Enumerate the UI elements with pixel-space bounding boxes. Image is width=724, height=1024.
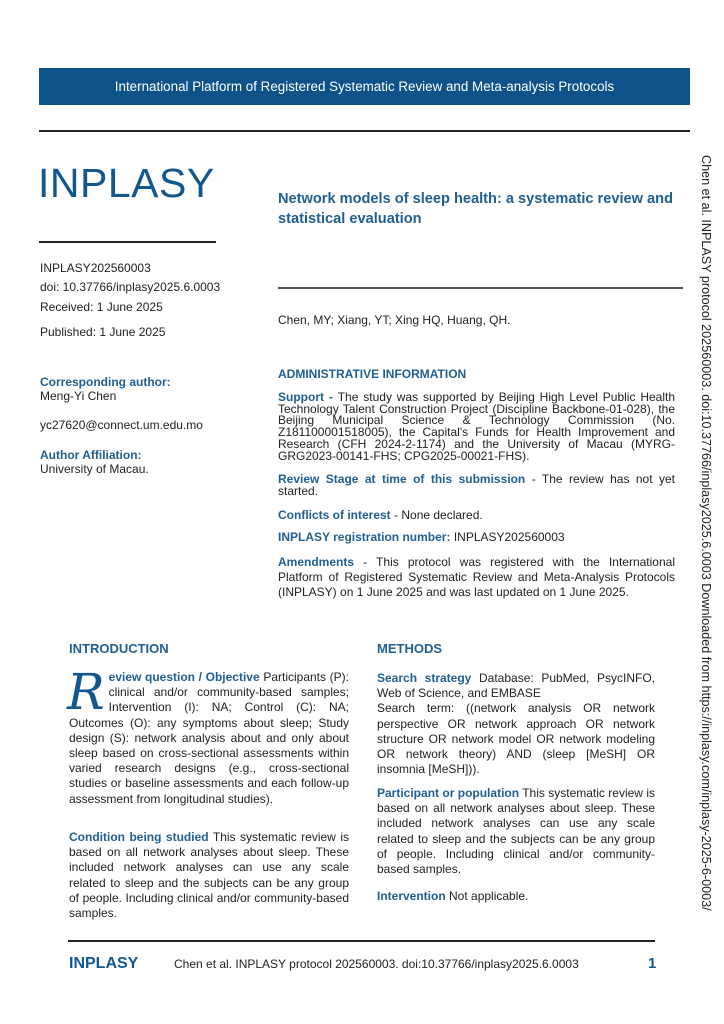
article-title: Network models of sleep health: a systematic review and statistical evaluation [278, 191, 673, 227]
brand-divider [39, 241, 216, 243]
title-divider [278, 287, 683, 289]
methods-heading: METHODS [377, 641, 442, 656]
search-strategy-section [377, 671, 655, 777]
doi[interactable]: doi: 10.37766/inplasy2025.6.0003 [40, 280, 221, 294]
population-section [377, 786, 655, 877]
condition-label: Condition being studied [69, 830, 209, 844]
amendments-label: Amendments [278, 555, 355, 569]
amendments-text: - This protocol was registered with the International Platform of Registered Systematic Review and Meta-Analysis Protocols (INPLASY) on 1 June 2025 and was last updated on 1 June 2025. [278, 555, 675, 599]
footer-citation: Chen et al. INPLASY protocol 202560003. doi:10.37766/inplasy2025.6.0003 [174, 957, 579, 971]
intervention-section [377, 889, 655, 904]
support-label: Support - [278, 390, 338, 404]
registration-id: INPLASY202560003 [40, 261, 151, 275]
corresponding-author-label: Corresponding author: [40, 375, 171, 389]
side-download-text: Chen et al. INPLASY protocol 202560003. doi:10.37766/inplasy2025.6.0003 Downloaded from https://inplasy.com/inplasy-2025-6-0003/ [699, 155, 713, 911]
received-date: Received: 1 June 2025 [40, 300, 163, 314]
brand-logo-text: INPLASY [38, 160, 215, 206]
search-term: Search term: ((network analysis OR network perspective OR network approach OR network structure OR network model OR network modeling OR network theory) AND (sleep [MeSH] OR insomnia [MeSH])). [377, 701, 655, 777]
population-text: This systematic review is based on all network analyses about sleep. These included network analyses can use any scale related to sleep and the subjects can be any group of people. Including clinical and/or community-based samples. [377, 786, 655, 877]
header-banner [39, 68, 690, 105]
conflicts-text: - None declared. [390, 508, 483, 522]
support-text: The study was supported by Beijing High Level Public Health Technology Talent Construction Project (Discipline Backbone-01-028), the Beijing Municipal Science & Technology Commission (No. Z181100001518005), the Capital's Funds for Health Improvement and Research (CFH 2024-2-1174) and the University of Macau (MYRG-GRG2023-00141-FHS; CPG2025-00021-FHS). [278, 390, 676, 463]
registration-number-text: INPLASY202560003 [450, 530, 565, 544]
affiliation: University of Macau. [40, 462, 149, 476]
review-stage-section [278, 473, 675, 497]
intervention-text: Not applicable. [445, 889, 529, 903]
condition-section [69, 830, 349, 921]
amendments-section [278, 555, 675, 600]
footer-brand: INPLASY [69, 955, 139, 972]
support-section [278, 392, 675, 462]
admin-heading: ADMINISTRATIVE INFORMATION [278, 367, 467, 381]
conflicts-section [278, 508, 675, 523]
review-question-label: eview question / Objective [108, 670, 260, 684]
intervention-label: Intervention [377, 889, 446, 903]
search-strategy-label: Search strategy [377, 671, 472, 685]
review-stage-text: - The review has not yet started. [278, 472, 675, 498]
page-number: 1 [648, 955, 657, 972]
registration-number-label: INPLASY registration number: [278, 530, 451, 544]
affiliation-label: Author Affiliation: [40, 448, 142, 462]
side-download-note [697, 155, 715, 911]
header-divider [39, 130, 690, 132]
published-date: Published: 1 June 2025 [40, 325, 166, 339]
dropcap-r: R [67, 663, 105, 721]
review-question-section [67, 663, 350, 807]
condition-text: This systematic review is based on all network analyses about sleep. These included network analyses can use any scale related to sleep and the subjects can be any group of people. Including clinical and/or community-based samples. [69, 830, 349, 921]
review-question-text: Participants (P): clinical and/or community-based samples; Intervention (I): NA; Control (C): NA; Outcomes (O): any symptoms about sleep; Study design (S): network analysis about and only about sleep based on cross-sectional assessments within varied research designs (e.g., cross-sectional studies or baseline assessments and each follow-up assessment from longitudinal studies). [69, 670, 350, 806]
registration-number-section [278, 530, 675, 545]
banner-text: International Platform of Registered Systematic Review and Meta-analysis Protocols [114, 79, 615, 94]
article-authors: Chen, MY; Xiang, YT; Xing HQ, Huang, QH. [278, 313, 511, 327]
introduction-heading: INTRODUCTION [69, 641, 169, 656]
search-strategy-text: Database: PubMed, PsycINFO, Web of Science, and EMBASE [377, 671, 655, 701]
author-email[interactable]: yc27620@connect.um.edu.mo [40, 418, 203, 432]
footer-divider [68, 940, 655, 942]
review-stage-label: Review Stage at time of this submission [278, 472, 526, 486]
conflicts-label: Conflicts of interest [278, 508, 391, 522]
corresponding-author-name: Meng-Yi Chen [40, 389, 117, 403]
population-label: Participant or population [377, 786, 520, 800]
